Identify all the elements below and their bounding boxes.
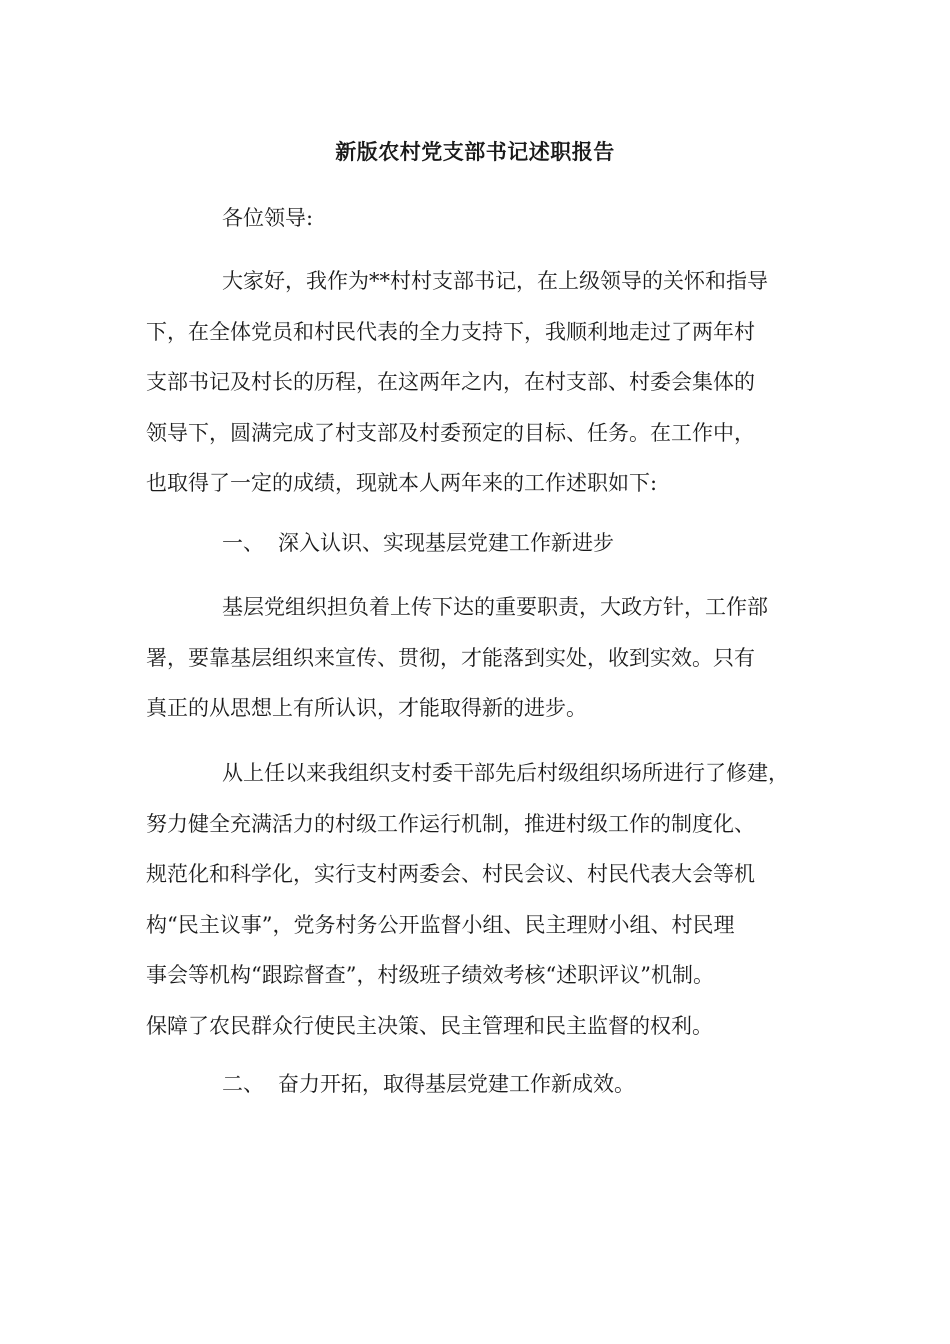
paragraph-line: 真正的从思想上有所认识，才能取得新的进步。 <box>146 696 587 720</box>
paragraph-line: 基层党组织担负着上传下达的重要职责，大政方针，工作部 <box>222 595 768 619</box>
section-heading-1 <box>222 527 614 559</box>
paragraph-line: 努力健全充满活力的村级工作运行机制，推进村级工作的制度化、 <box>146 811 755 836</box>
section-heading-2 <box>222 1068 635 1100</box>
section-title: 奋力开拓，取得基层党建工作新成效。 <box>278 1072 635 1096</box>
paragraph-line: 领导下，圆满完成了村支部及村委预定的目标、任务。在工作中， <box>146 420 755 445</box>
paragraph-line: 事会等机构“跟踪督查”，村级班子绩效考核“述职评议”机制。 <box>146 963 714 987</box>
section-title: 深入认识、实现基层党建工作新进步 <box>278 531 614 555</box>
paragraph-line: 署，要靠基层组织来宣传、贯彻，才能落到实处，收到实效。只有 <box>146 645 755 670</box>
paragraph-line: 从上任以来我组织支村委干部先后村级组织场所进行了修建， <box>222 761 789 785</box>
paragraph-line: 大家好，我作为**村村支部书记，在上级领导的关怀和指导 <box>222 269 768 293</box>
paragraph-intro <box>146 256 814 509</box>
salutation: 各位领导: <box>222 206 314 230</box>
section-number: 二、 <box>222 1072 264 1096</box>
paragraph-line: 构“民主议事”，党务村务公开监督小组、民主理财小组、村民理 <box>146 912 735 937</box>
paragraph-line: 规范化和科学化，实行支村两委会、村民会议、村民代表大会等机 <box>146 862 755 886</box>
paragraph-line: 支部书记及村长的历程，在这两年之内，在村支部、村委会集体的 <box>146 370 755 394</box>
paragraph-2 <box>146 748 814 1051</box>
paragraph-line: 也取得了一定的成绩，现就本人两年来的工作述职如下: <box>146 471 658 495</box>
section-number: 一、 <box>222 531 264 555</box>
document-title: 新版农村党支部书记述职报告 <box>335 139 615 164</box>
paragraph-line: 保障了农民群众行使民主决策、民主管理和民主监督的权利。 <box>146 1013 713 1038</box>
paragraph-1 <box>146 582 814 734</box>
paragraph-line: 下，在全体党员和村民代表的全力支持下，我顺利地走过了两年村 <box>146 319 755 344</box>
